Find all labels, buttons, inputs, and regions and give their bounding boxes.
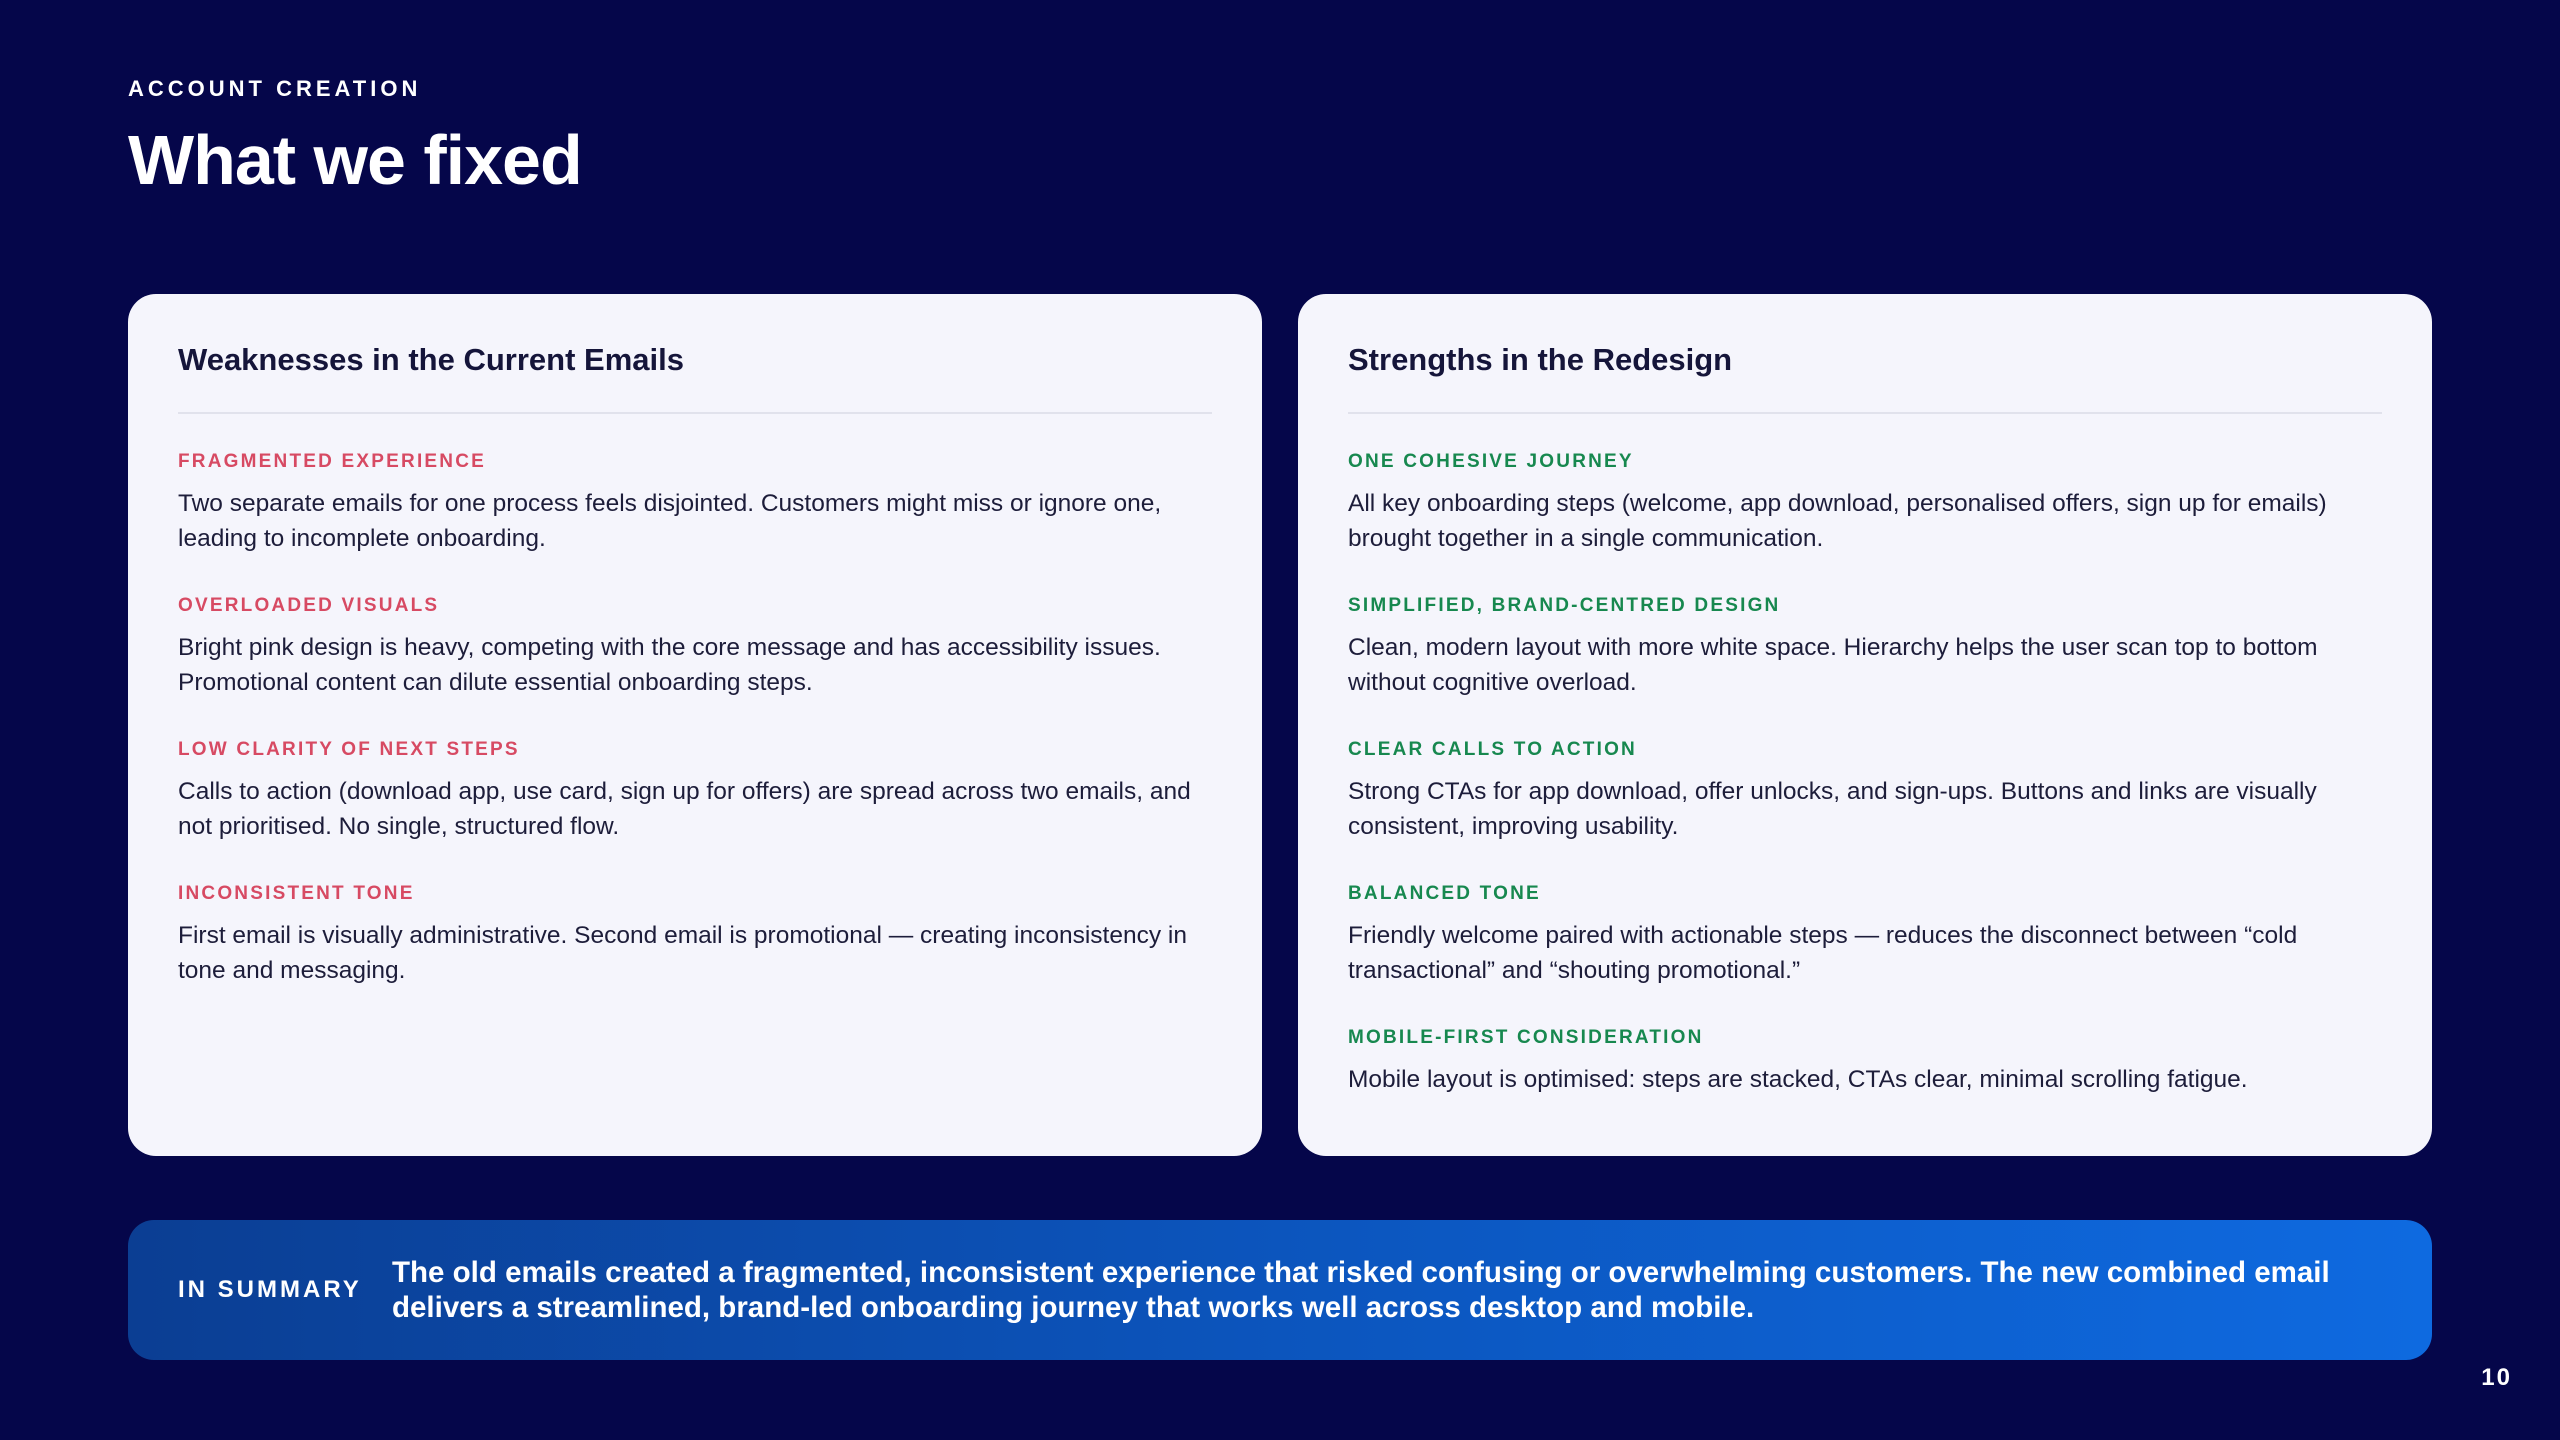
weakness-label: FRAGMENTED EXPERIENCE — [178, 451, 487, 472]
strength-text: Strong CTAs for app download, offer unlocks, and sign-ups. Buttons and links are visually consistent, improving usability. — [1348, 778, 2317, 840]
strengths-card-title: Strengths in the Redesign — [1348, 342, 1733, 377]
weakness-item — [178, 738, 1212, 844]
weakness-text: Two separate emails for one process feels disjointed. Customers might miss or ignore one, leading to incomplete onboarding. — [178, 490, 1162, 552]
weakness-item — [178, 450, 1212, 556]
weakness-item — [178, 882, 1212, 988]
weakness-text: Calls to action (download app, use card, sign up for offers) are spread across two emails, and not prioritised. No single, structured flow. — [178, 778, 1191, 840]
strength-text: Mobile layout is optimised: steps are stacked, CTAs clear, minimal scrolling fatigue. — [1348, 1066, 2248, 1093]
weakness-text: Bright pink design is heavy, competing with the core message and has accessibility issues. Promotional content can dilute essential onboarding steps. — [178, 634, 1161, 696]
weakness-label: LOW CLARITY OF NEXT STEPS — [178, 739, 520, 760]
weaknesses-card-title: Weaknesses in the Current Emails — [178, 342, 684, 377]
strength-text: Clean, modern layout with more white space. Hierarchy helps the user scan top to bottom without cognitive overload. — [1348, 634, 2318, 696]
summary-banner — [128, 1220, 2432, 1360]
summary-label: IN SUMMARY — [178, 1276, 362, 1303]
weakness-text: First email is visually administrative. Second email is promotional — creating inconsistency in tone and messaging. — [178, 922, 1187, 984]
summary-text: The old emails created a fragmented, inconsistent experience that risked confusing or overwhelming customers. The new combined email delivers a streamlined, brand-led onboarding journey that works well across desktop and mobile. — [392, 1256, 2330, 1324]
strength-label: MOBILE-FIRST CONSIDERATION — [1348, 1027, 1704, 1048]
strength-text: Friendly welcome paired with actionable steps — reduces the disconnect between “cold transactional” and “shouting promotional.” — [1348, 922, 2298, 984]
weaknesses-card — [128, 294, 1262, 1156]
section-eyebrow: ACCOUNT CREATION — [128, 76, 422, 101]
card-divider — [178, 412, 1212, 414]
strength-item — [1348, 882, 2382, 988]
page-number: 10 — [2481, 1364, 2512, 1391]
weakness-label: INCONSISTENT TONE — [178, 883, 415, 904]
strength-item — [1348, 594, 2382, 700]
strength-label: CLEAR CALLS TO ACTION — [1348, 739, 1637, 760]
strength-text: All key onboarding steps (welcome, app download, personalised offers, sign up for emails) brought together in a single communication. — [1348, 490, 2327, 552]
strengths-card — [1298, 294, 2432, 1156]
strength-label: BALANCED TONE — [1348, 883, 1541, 904]
strength-item — [1348, 450, 2382, 556]
weakness-label: OVERLOADED VISUALS — [178, 595, 440, 616]
page-title: What we fixed — [128, 121, 582, 199]
strength-item — [1348, 1026, 2382, 1097]
strength-item — [1348, 738, 2382, 844]
card-divider — [1348, 412, 2382, 414]
strength-label: ONE COHESIVE JOURNEY — [1348, 451, 1634, 472]
strength-label: SIMPLIFIED, BRAND-CENTRED DESIGN — [1348, 595, 1781, 616]
weakness-item — [178, 594, 1212, 700]
